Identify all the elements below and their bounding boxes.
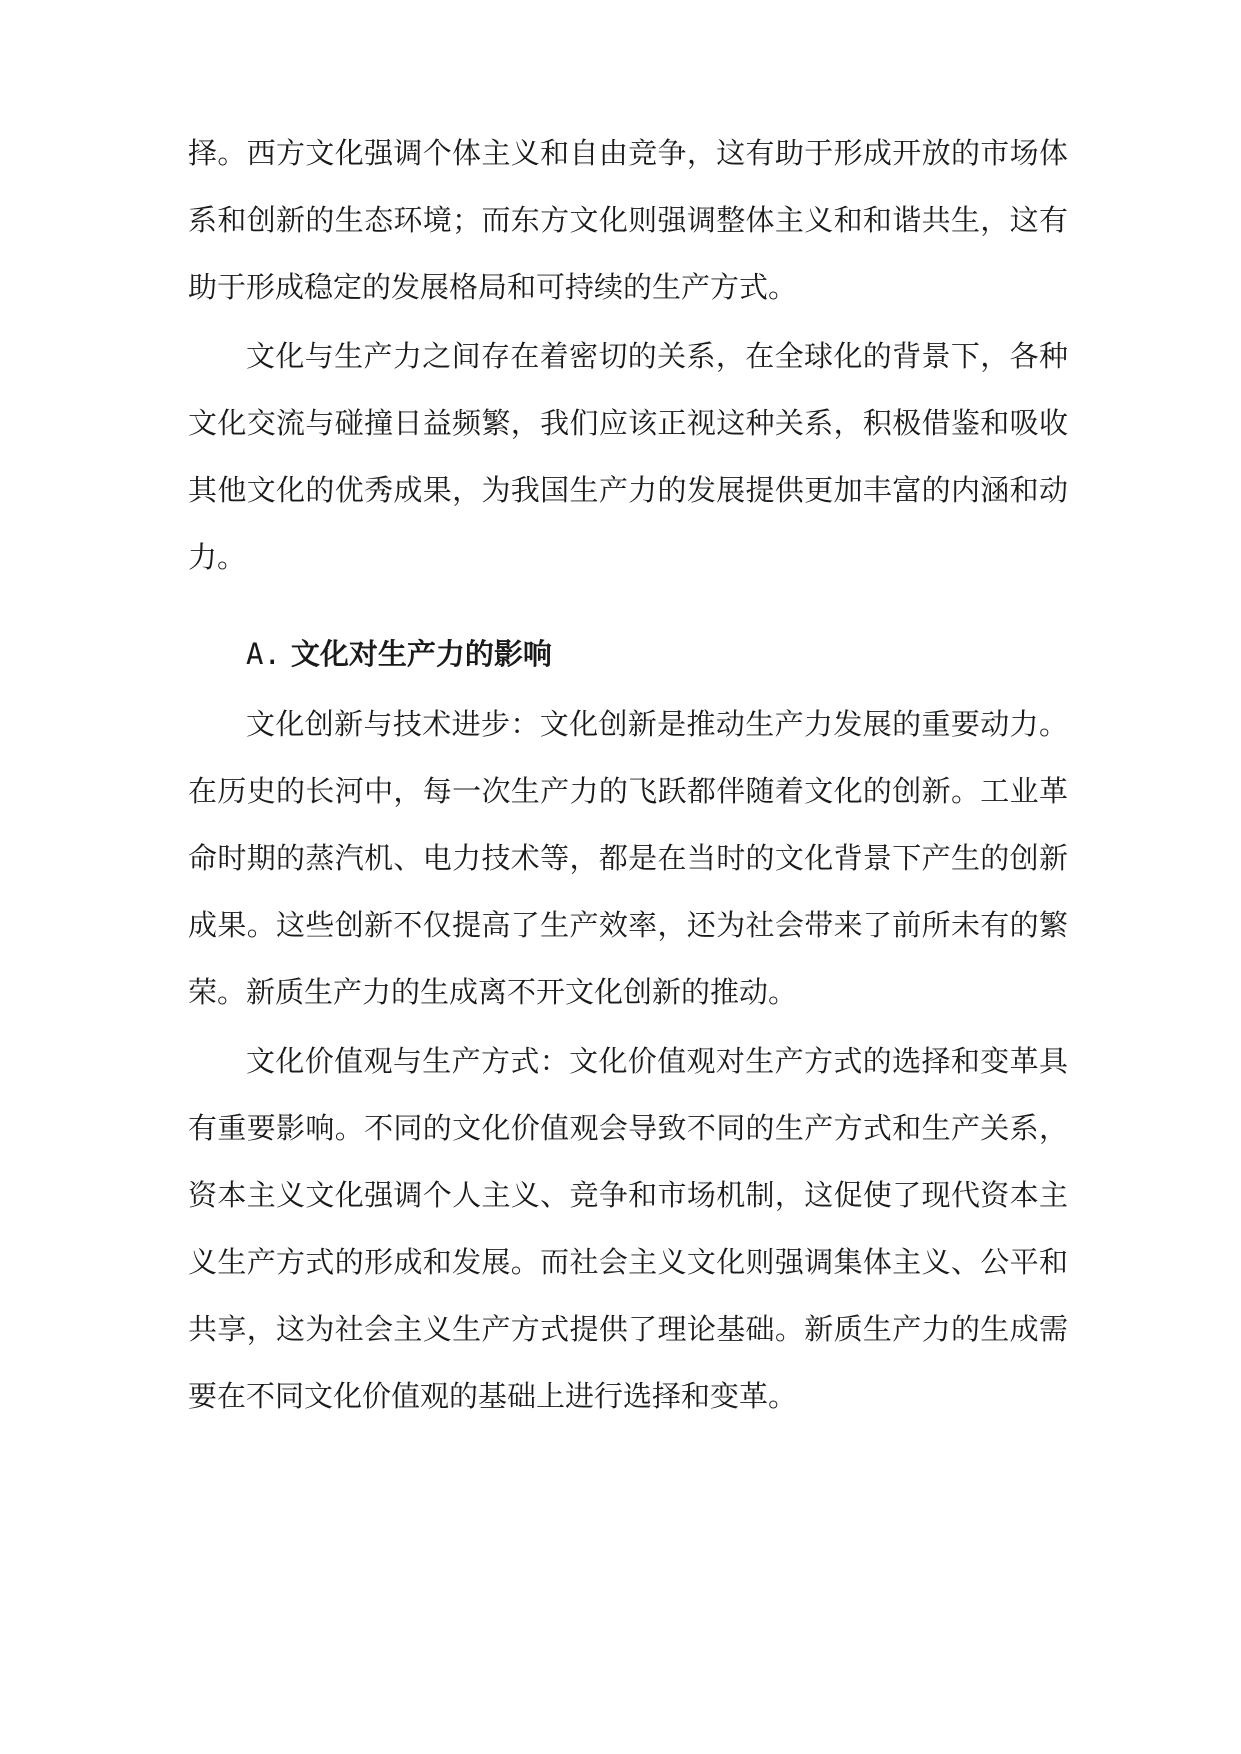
paragraph-line: 助于形成稳定的发展格局和可持续的生产方式。 <box>188 270 798 304</box>
paragraph-line: 共享，这为社会主义生产方式提供了理论基础。新质生产力的生成需 <box>188 1312 1068 1346</box>
paragraph-line: 力。 <box>188 540 247 574</box>
paragraph-line: 文化与生产力之间存在着密切的关系，在全球化的背景下，各种 <box>246 339 1068 373</box>
paragraph-line: 义生产方式的形成和发展。而社会主义文化则强调集体主义、公平和 <box>188 1245 1068 1279</box>
paragraph-line: 命时期的蒸汽机、电力技术等，都是在当时的文化背景下产生的创新 <box>188 841 1068 875</box>
paragraph-line: 在历史的长河中，每一次生产力的飞跃都伴随着文化的创新。工业革 <box>188 774 1068 808</box>
section-title: 文化对生产力的影响 <box>290 637 552 671</box>
section-number: A. <box>246 637 281 671</box>
paragraph-line: 文化创新与技术进步：文化创新是推动生产力发展的重要动力。 <box>246 707 1068 741</box>
paragraph-line: 择。西方文化强调个体主义和自由竞争，这有助于形成开放的市场体 <box>188 136 1068 170</box>
paragraph-line: 有重要影响。不同的文化价值观会导致不同的生产方式和生产关系， <box>188 1111 1068 1145</box>
paragraph-line: 成果。这些创新不仅提高了生产效率，还为社会带来了前所未有的繁 <box>188 908 1068 942</box>
section-heading <box>246 634 552 674</box>
paragraph-line: 文化交流与碰撞日益频繁，我们应该正视这种关系，积极借鉴和吸收 <box>188 406 1068 440</box>
paragraph-line: 其他文化的优秀成果，为我国生产力的发展提供更加丰富的内涵和动 <box>188 473 1068 507</box>
paragraph-line: 文化价值观与生产方式：文化价值观对生产方式的选择和变革具 <box>246 1044 1068 1078</box>
paragraph-line: 资本主义文化强调个人主义、竞争和市场机制，这促使了现代资本主 <box>188 1178 1068 1212</box>
paragraph-line: 荣。新质生产力的生成离不开文化创新的推动。 <box>188 975 798 1009</box>
paragraph-line: 系和创新的生态环境；而东方文化则强调整体主义和和谐共生，这有 <box>188 203 1068 237</box>
paragraph-line: 要在不同文化价值观的基础上进行选择和变革。 <box>188 1379 798 1413</box>
